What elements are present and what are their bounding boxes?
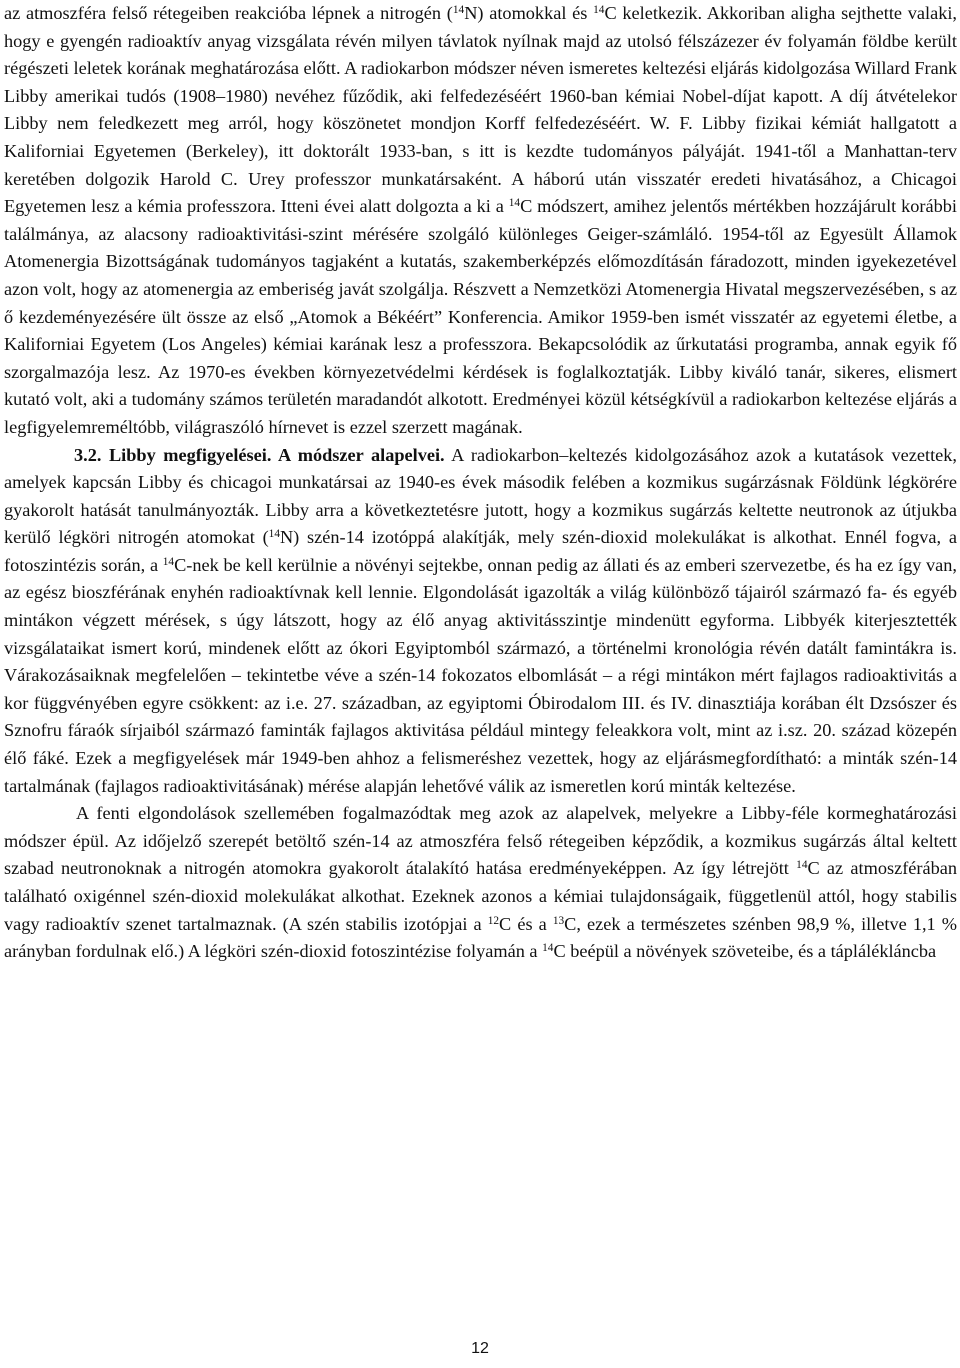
page-number: 12 (471, 1340, 489, 1357)
text-run: C módszert, amihez jelentős mértékben hozzájárult korábbi találmánya, az alacsony radioaktivitási-szint mérésére szolgáló különleges Geiger-számláló. 1954-től az Egyesült Államok Atomenergia Bizottságának tudományos tagjaként a kutatás, szakemberképzés előmozdításán fáradozott, minden igyekezetével azon volt, hogy az atomenergia az emberiség javát szolgálja. Részvett a Nemzetközi Atomenergia Hivatal megszervezésében, s az ő kezdeményezésére ült össze az első „Atomok a Békéért” Konferencia. Amikor 1959-ben ismét visszatér az egyetemi életbe, a Kaliforniai Egyetem (Los Angeles) kémiai karának lesz a professzora. Bekapcsolódik az űrkutatási programba, annak egyik fő szorgalmazója lesz. Az 1970-es években környezetvédelmi kérdések is foglalkoztatják. Libby kiváló tanár, sikeres, elismert kutató volt, aki a tudomány számos területén maradandót alkotott. Eredményei közül kétségkívül a radiokarbon keltezése eljárás a legfigyelemreméltóbb, világraszóló hírnevet is ezzel szerzett magának. (4, 196, 957, 437)
isotope-mass-number: 14 (452, 3, 465, 16)
text-run: C az atmoszférában található oxigénnel szén-dioxid molekulákat alkothat. Ezeknek azonos a kémiai tulajdonságaik, függetlenül attól, hogy stabilis vagy radioaktív szenet tartalmaznak. (A szén stabilis izotópjai a (4, 858, 957, 934)
isotope-mass-number: 14 (508, 196, 521, 209)
isotope-mass-number: 12 (487, 914, 500, 927)
text-run: N) szén-14 izotóppá alakítják, mely szén-dioxid molekulákat is alkothat. Ennél fogva, a fotoszintézis során, a (4, 527, 957, 575)
text-run: C és a (499, 913, 553, 934)
text-run: C, ezek a természetes szénben 98,9 %, illetve 1,1 % arányban fordulnak elő.) A légköri szén-dioxid fotoszintézise folyamán a (4, 913, 957, 962)
text-run: A fenti elgondolások szellemében fogalmazódtak meg azok az alapelvek, melyekre a Libby-féle kormeghatározási módszer épül. Az időjelző szerepét betöltő szén-14 az atmoszféra felső rétegeiben képződik, a kozmikus sugárzás által keltett szabad neutronoknak a nitrogén atomokra gyakorolt átalakító hatása eredményeképpen. Az így létrejött (4, 803, 957, 879)
text-run: C-nek be kell kerülnie a növényi sejtekbe, onnan pedig az állati és az emberi szervezetbe, és ha ez így van, az egész bioszférának enyhén radioaktívnak kell lennie. Elgondolását igazolták a világ különböző tájairól származó fa- és egyéb mintákon végzett mérések, s úgy látszott, hogy az élő anyag aktivitásszintje mindenütt egyforma. Libbyék kiterjesztették vizsgálataikat ismert korú, mindenek előtt az ókori Egyiptomból származó, a történelmi kronológia révén datált famintákra is. Várakozásaiknak megfelelően – tekintetbe véve a szén-14 fokozatos elbomlását – a régi mintákon mért fajlagos radioaktivitás a kor függvényében egyre csökkent: az i.e. 27. században, az egyiptomi Óbirodalom III. és IV. dinasztiája korában élt Dzsószer és Sznofru fáraók sírjaiból származó faminták fajlagos aktivitása például mintegy feleakkora volt, mint az i.sz. 20. század közepén élő fáké. Ezek a megfigyelések már 1949-ben ahhoz a felismeréshez vezettek, hogy az eljárásmegfordítható: a minták szén-14 tartalmának (fajlagos radioaktivitásának) mérése alapján lehetővé válik az ismeretlen korú minták keltezése. (4, 554, 958, 796)
text-run: N) atomokkal és (464, 3, 594, 23)
text-run: C keletkezik. Akkoriban aligha sejthette valaki, hogy e gyengén radioaktív anyag vizsgálata révén milyen távlatok nyílnak majd az utolsó félszázezer év folyamán földbe került régészeti leletek korának meghatározása előtt. A radiokarbon módszer néven ismeretes keltezési eljárás kidolgozása Willard Frank Libby amerikai tudós (1908–1980) nevéhez fűződik, aki felfedezéséért 1960-ban kémiai Nobel-díjat kapott. A díj átvételekor Libby nem feledkezett meg arról, hogy köszönetet mondjon Korff felfedezéséért. W. F. Libby fizikai kémiát hallgatott a Kaliforniai Egyetemen (Berkeley), itt doktorált 1933-ban, s itt is kezdte tudományos pályáját. 1941-től a Manhattan-terv keretében dolgozik Harold C. Urey professzor munkatársaként. A háború után visszatér eredeti hivatásához, a Chicagoi Egyetemen lesz a kémia professzora. Itteni évei alatt dolgozta a ki a (4, 3, 957, 217)
paragraph-method-principles (4, 800, 957, 966)
text-run: C beépül a növények szöveteibe, és a táplálékláncba (553, 941, 937, 962)
paragraph-libby-biography (4, 0, 957, 442)
isotope-mass-number: 14 (542, 941, 554, 954)
section-heading: 3.2. Libby megfigyelései. A módszer alapelvei. (74, 444, 445, 465)
isotope-mass-number: 14 (796, 859, 808, 872)
text-run: az atmoszféra felső rétegeiben reakcióba lépnek a nitrogén ( (4, 3, 453, 23)
isotope-mass-number: 14 (268, 528, 280, 541)
paragraph-libby-observations (4, 442, 957, 801)
text-run: A radiokarbon–keltezés kidolgozásához azok a kutatások vezettek, amelyek kapcsán Libby és chicagoi munkatársai az 1940-es évek második felében a kozmikus sugárzásnak Földünk légkörére gyakorolt hatását tanulmányozták. Libby arra a következtetésre jutott, hogy a kozmikus sugárzás keltette neutronok az útjukba kerülő légköri nitrogén atomokat ( (4, 444, 957, 548)
isotope-mass-number: 14 (162, 555, 175, 568)
document-page (4, 0, 957, 966)
isotope-mass-number: 13 (552, 914, 565, 927)
isotope-mass-number: 14 (593, 3, 605, 16)
